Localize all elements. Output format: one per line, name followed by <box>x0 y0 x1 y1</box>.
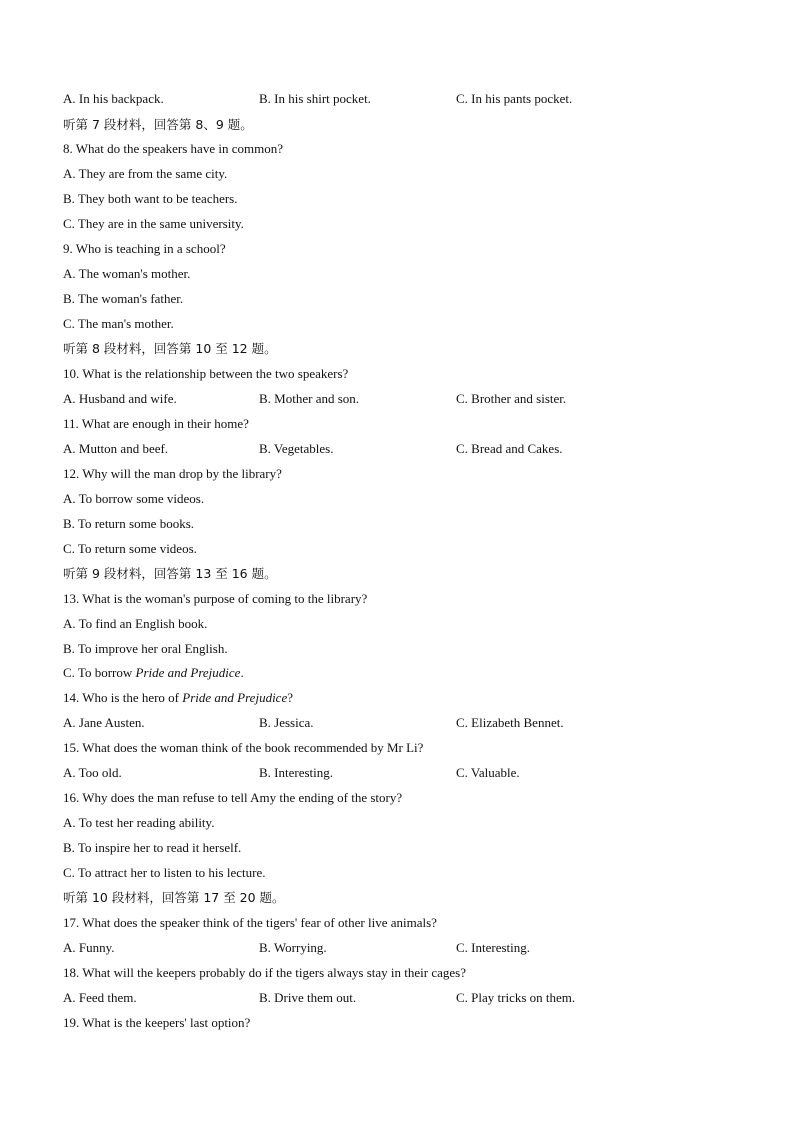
question-9: 9. Who is teaching in a school? <box>63 241 226 256</box>
option-c: C. Interesting. <box>456 940 531 955</box>
option-b: B. Interesting. <box>259 765 334 780</box>
option-line: B. To inspire her to read it herself. <box>63 840 242 855</box>
option-b: B. Vegetables. <box>259 441 334 456</box>
option-b: B. Worrying. <box>259 940 327 955</box>
option-b: B. In his shirt pocket. <box>259 91 371 106</box>
section-heading: 听第 9 段材料，回答第 13 至 16 题。 <box>63 566 277 581</box>
option-suffix: . <box>240 665 244 680</box>
option-line <box>63 662 244 684</box>
section-heading: 听第 8 段材料，回答第 10 至 12 题。 <box>63 341 277 356</box>
option-b: B. Drive them out. <box>259 990 357 1005</box>
option-a: A. Funny. <box>63 940 115 955</box>
question-8: 8. What do the speakers have in common? <box>63 141 283 156</box>
option-line: A. To test her reading ability. <box>63 815 215 830</box>
option-b: B. Jessica. <box>259 715 314 730</box>
option-line: C. The man's mother. <box>63 316 174 331</box>
question-prefix: 14. Who is the hero of <box>63 690 183 705</box>
option-c: C. Elizabeth Bennet. <box>456 715 564 730</box>
option-prefix: C. To borrow <box>63 665 136 680</box>
question-13: 13. What is the woman's purpose of coming to the library? <box>63 591 368 606</box>
option-a: A. Feed them. <box>63 990 137 1005</box>
question-19: 19. What is the keepers' last option? <box>63 1015 251 1030</box>
option-line: A. To find an English book. <box>63 616 208 631</box>
option-a: A. Mutton and beef. <box>63 441 169 456</box>
option-line: B. To return some books. <box>63 516 195 531</box>
option-c: C. Bread and Cakes. <box>456 441 563 456</box>
option-line: B. The woman's father. <box>63 291 184 306</box>
option-a: A. In his backpack. <box>63 91 164 106</box>
section-heading: 听第 7 段材料，回答第 8、9 题。 <box>63 117 253 132</box>
option-c: C. Brother and sister. <box>456 391 567 406</box>
option-line: A. To borrow some videos. <box>63 491 205 506</box>
question-12: 12. Why will the man drop by the library? <box>63 466 282 481</box>
option-c: C. Valuable. <box>456 765 520 780</box>
option-line: B. To improve her oral English. <box>63 641 228 656</box>
question-10: 10. What is the relationship between the two speakers? <box>63 366 349 381</box>
question-17: 17. What does the speaker think of the tigers' fear of other live animals? <box>63 915 437 930</box>
option-a: A. Too old. <box>63 765 122 780</box>
option-a: A. Jane Austen. <box>63 715 145 730</box>
option-line: B. They both want to be teachers. <box>63 191 238 206</box>
question-suffix: ? <box>287 690 293 705</box>
option-line: C. To return some videos. <box>63 541 197 556</box>
book-title: Pride and Prejudice <box>135 665 241 680</box>
question-14 <box>63 687 293 709</box>
question-15: 15. What does the woman think of the book recommended by Mr Li? <box>63 740 424 755</box>
option-line: C. To attract her to listen to his lecture. <box>63 865 266 880</box>
book-title: Pride and Prejudice <box>182 690 288 705</box>
option-line: A. The woman's mother. <box>63 266 191 281</box>
option-a: A. Husband and wife. <box>63 391 177 406</box>
option-c: C. In his pants pocket. <box>456 91 573 106</box>
option-b: B. Mother and son. <box>259 391 360 406</box>
option-line: A. They are from the same city. <box>63 166 228 181</box>
option-c: C. Play tricks on them. <box>456 990 576 1005</box>
question-16: 16. Why does the man refuse to tell Amy the ending of the story? <box>63 790 403 805</box>
option-line: C. They are in the same university. <box>63 216 244 231</box>
question-11: 11. What are enough in their home? <box>63 416 249 431</box>
question-18: 18. What will the keepers probably do if the tigers always stay in their cages? <box>63 965 466 980</box>
section-heading: 听第 10 段材料，回答第 17 至 20 题。 <box>63 890 285 905</box>
